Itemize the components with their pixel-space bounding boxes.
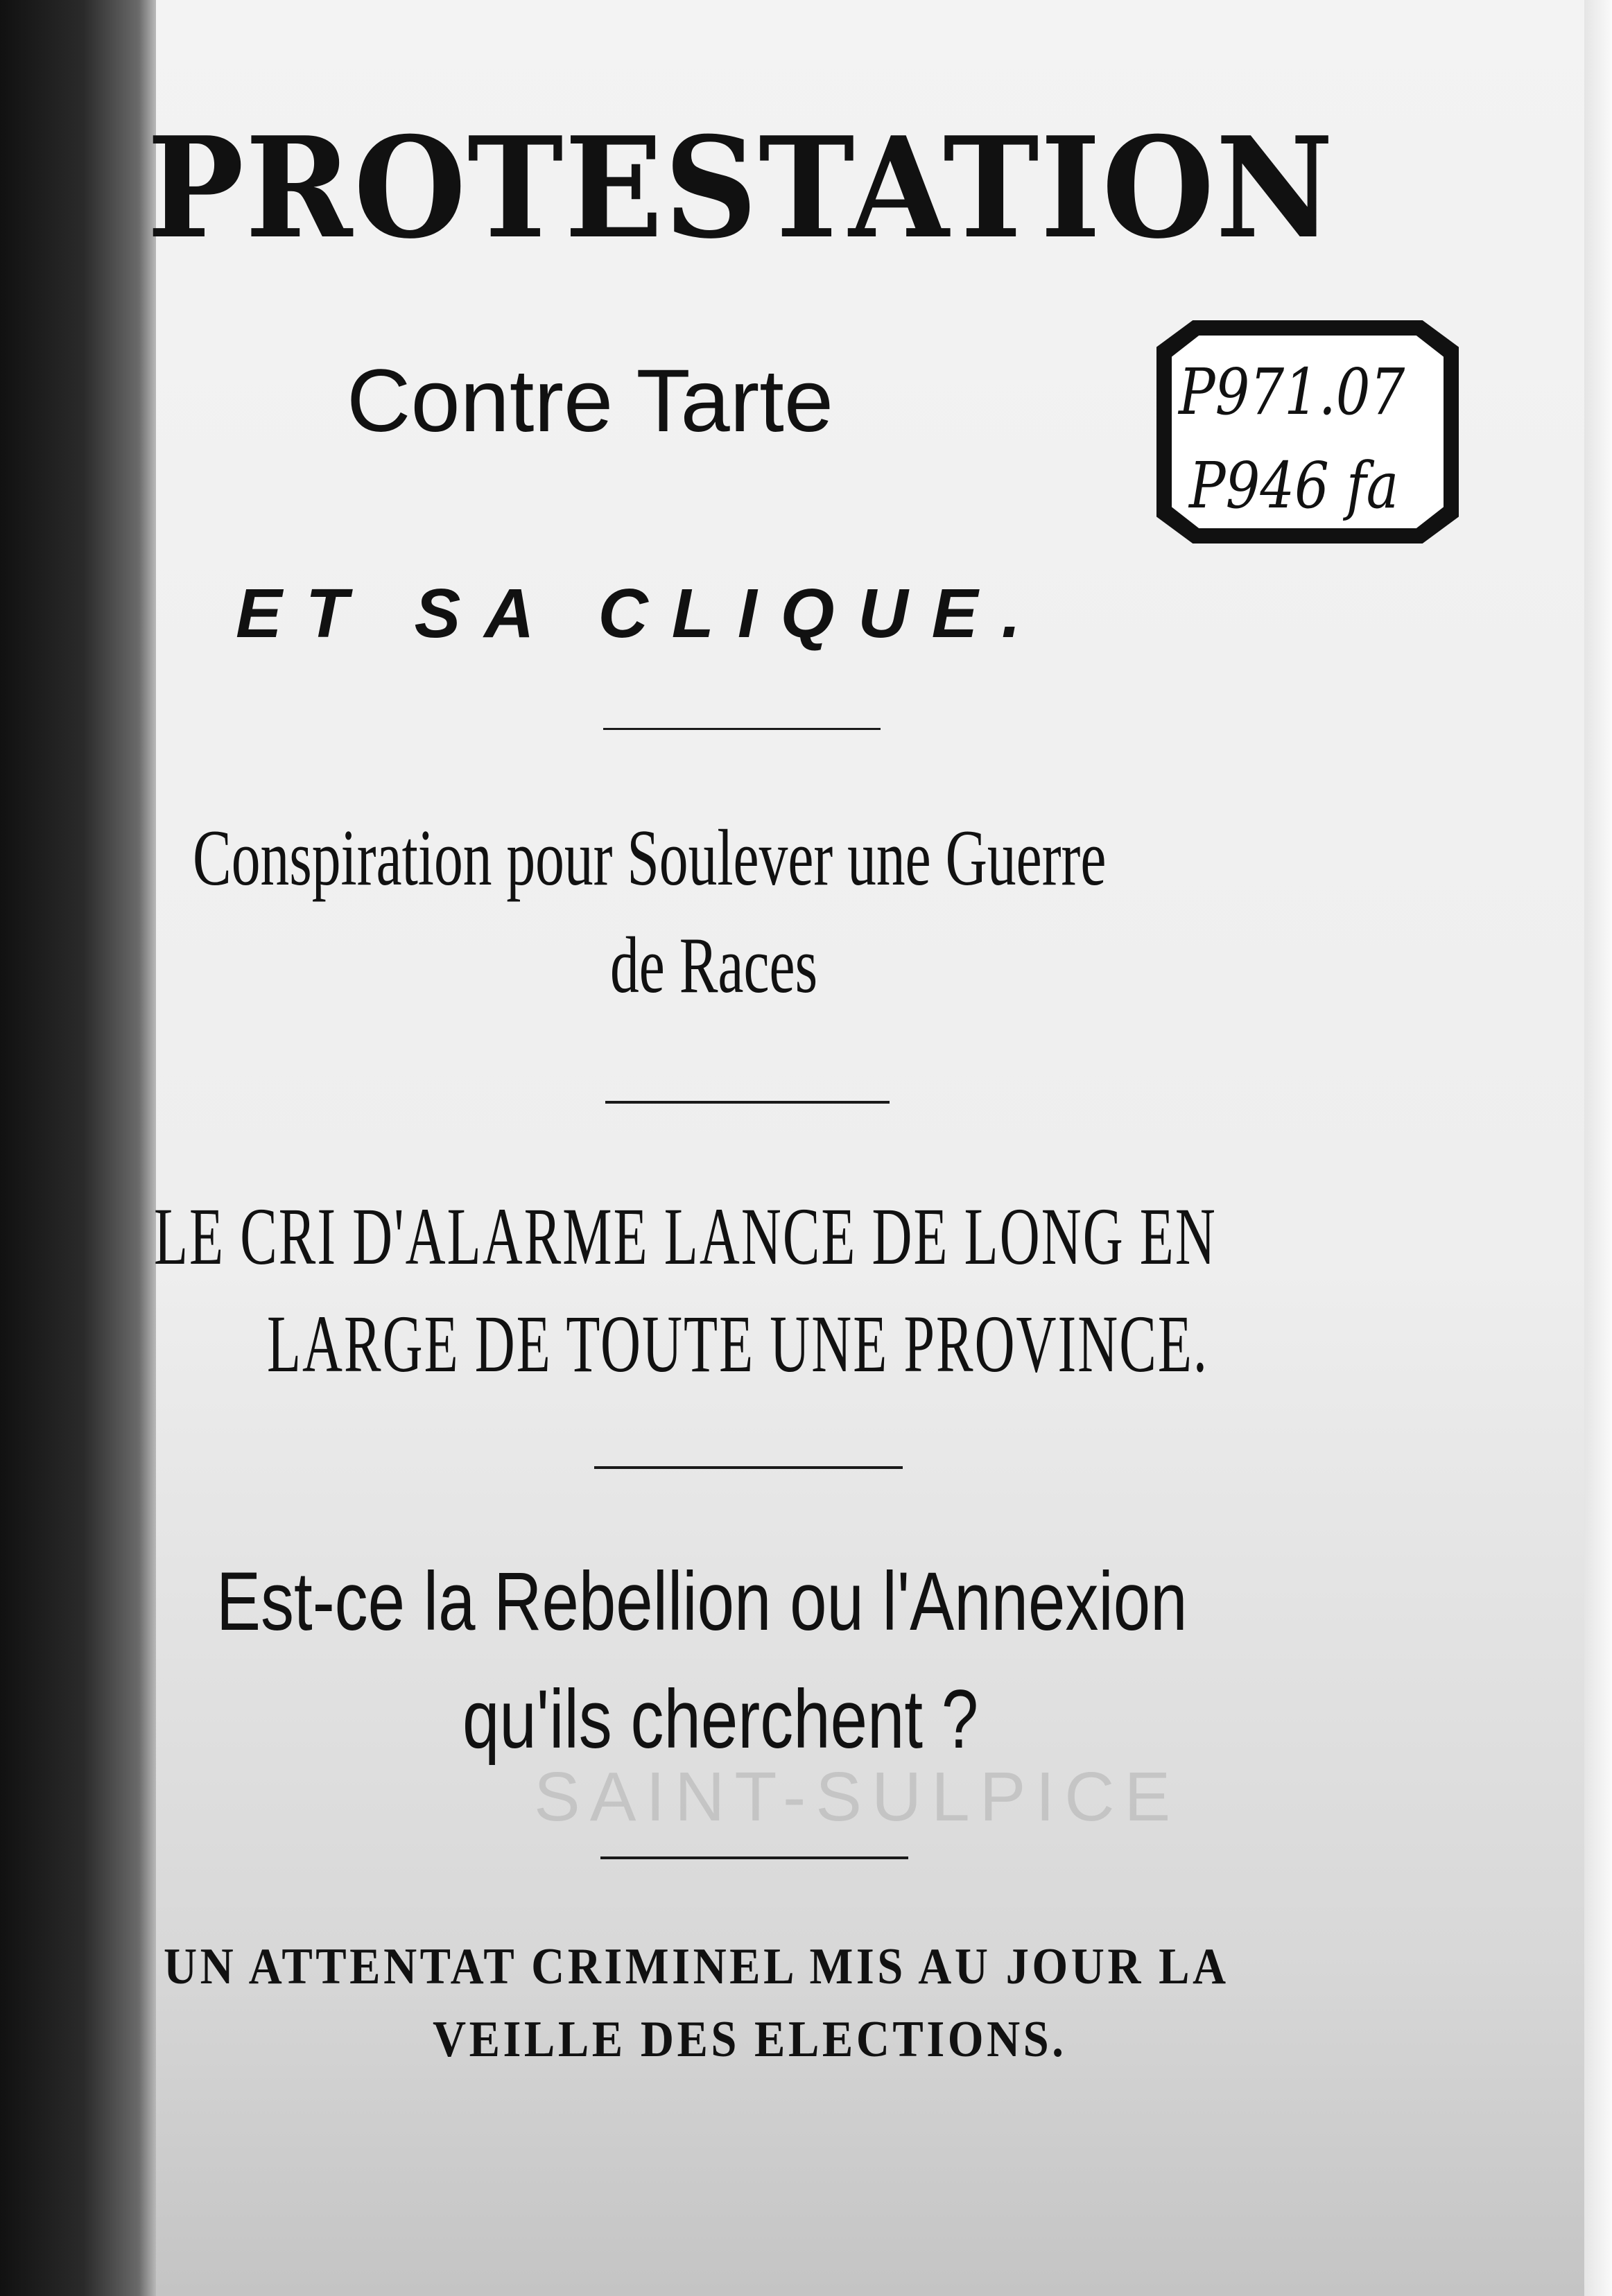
- document-subtitle-2: ET SA CLIQUE.: [236, 575, 1045, 652]
- divider: [605, 1101, 890, 1104]
- question-line-2: qu'ils cherchent ?: [462, 1673, 979, 1766]
- conspiracy-line-1: Conspiration pour Soulever une Guerre: [193, 814, 1107, 903]
- question-line-1: Est-ce la Rebellion ou l'Annexion: [216, 1555, 1188, 1648]
- divider: [594, 1466, 903, 1469]
- alarm-line-1: LE CRI D'ALARME LANCE DE LONG EN: [154, 1191, 1217, 1282]
- document-subtitle: Contre Tarte: [347, 351, 833, 451]
- document-title: PROTESTATION: [147, 107, 1335, 270]
- perforated-stamp: SAINT-SULPICE: [534, 1758, 1181, 1836]
- divider: [603, 728, 881, 730]
- scan-right-edge: [1584, 0, 1612, 2296]
- call-number-line-2: P946 fa: [1189, 449, 1399, 523]
- crime-line-1: UN ATTENTAT CRIMINEL MIS AU JOUR LA: [164, 1938, 1229, 1995]
- divider: [600, 1856, 908, 1859]
- conspiracy-line-2: de Races: [610, 921, 818, 1010]
- alarm-line-2: LARGE DE TOUTE UNE PROVINCE.: [267, 1298, 1209, 1389]
- call-number-line-1: P971.07: [1179, 355, 1405, 429]
- crime-line-2: VEILLE DES ELECTIONS.: [433, 2011, 1067, 2068]
- scan-left-edge: [0, 0, 161, 2296]
